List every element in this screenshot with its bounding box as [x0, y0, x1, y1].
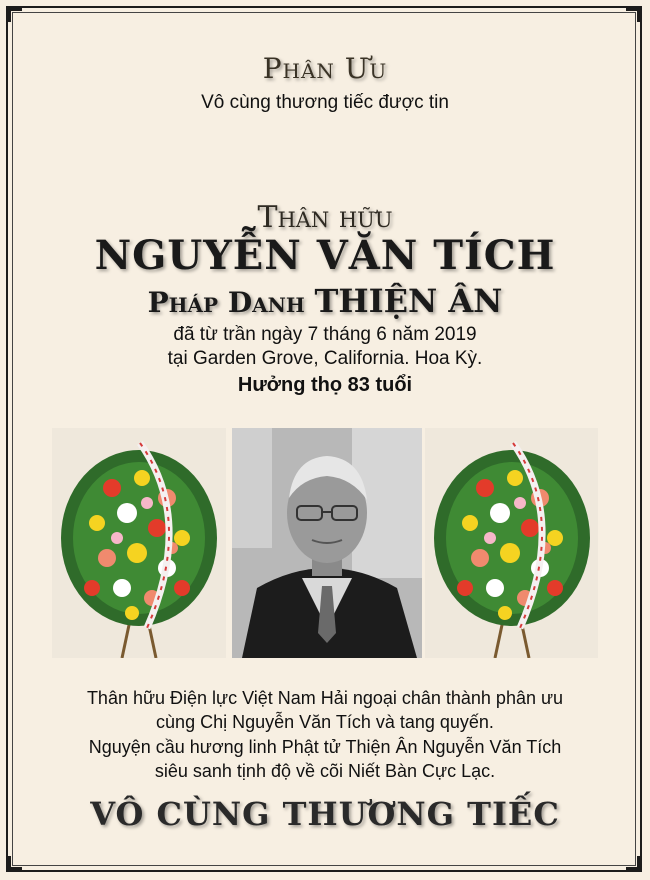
- card-subtitle: Vô cùng thương tiếc được tin: [201, 92, 449, 113]
- dharma-name: THIỆN ÂN: [314, 282, 503, 320]
- flower-wreath-left: [52, 428, 226, 658]
- photo-row: [52, 428, 598, 660]
- dharma-name-line: [0, 282, 650, 320]
- portrait-photo: [232, 428, 422, 658]
- passing-location: tại Garden Grove, California. Hoa Kỳ.: [167, 348, 483, 369]
- message-line: Thân hữu Điện lực Việt Nam Hải ngoại chân thành phân ưu: [86, 688, 564, 708]
- passing-date: đã từ trần ngày 7 tháng 6 năm 2019: [173, 324, 477, 345]
- deceased-name: NGUYỄN VĂN TÍCH: [94, 232, 556, 279]
- message-line: Nguyện cầu hương linh Phật tử Thiện Ân Nguyễn Văn Tích: [88, 737, 562, 757]
- flower-wreath-right: [425, 428, 598, 658]
- message-line: cùng Chị Nguyễn Văn Tích và tang quyến.: [156, 712, 494, 732]
- closing-text: VÔ CÙNG THƯƠNG TIẾC: [90, 795, 560, 833]
- dharma-label: Pháp Danh: [147, 286, 305, 319]
- message-line: siêu sanh tịnh độ về cõi Niết Bàn Cực Lạc.: [154, 761, 496, 781]
- age-line: Hưởng thọ 83 tuổi: [237, 374, 413, 396]
- card-title: Phân Ưu: [262, 52, 388, 85]
- relation-label: Thân hữu: [257, 200, 393, 235]
